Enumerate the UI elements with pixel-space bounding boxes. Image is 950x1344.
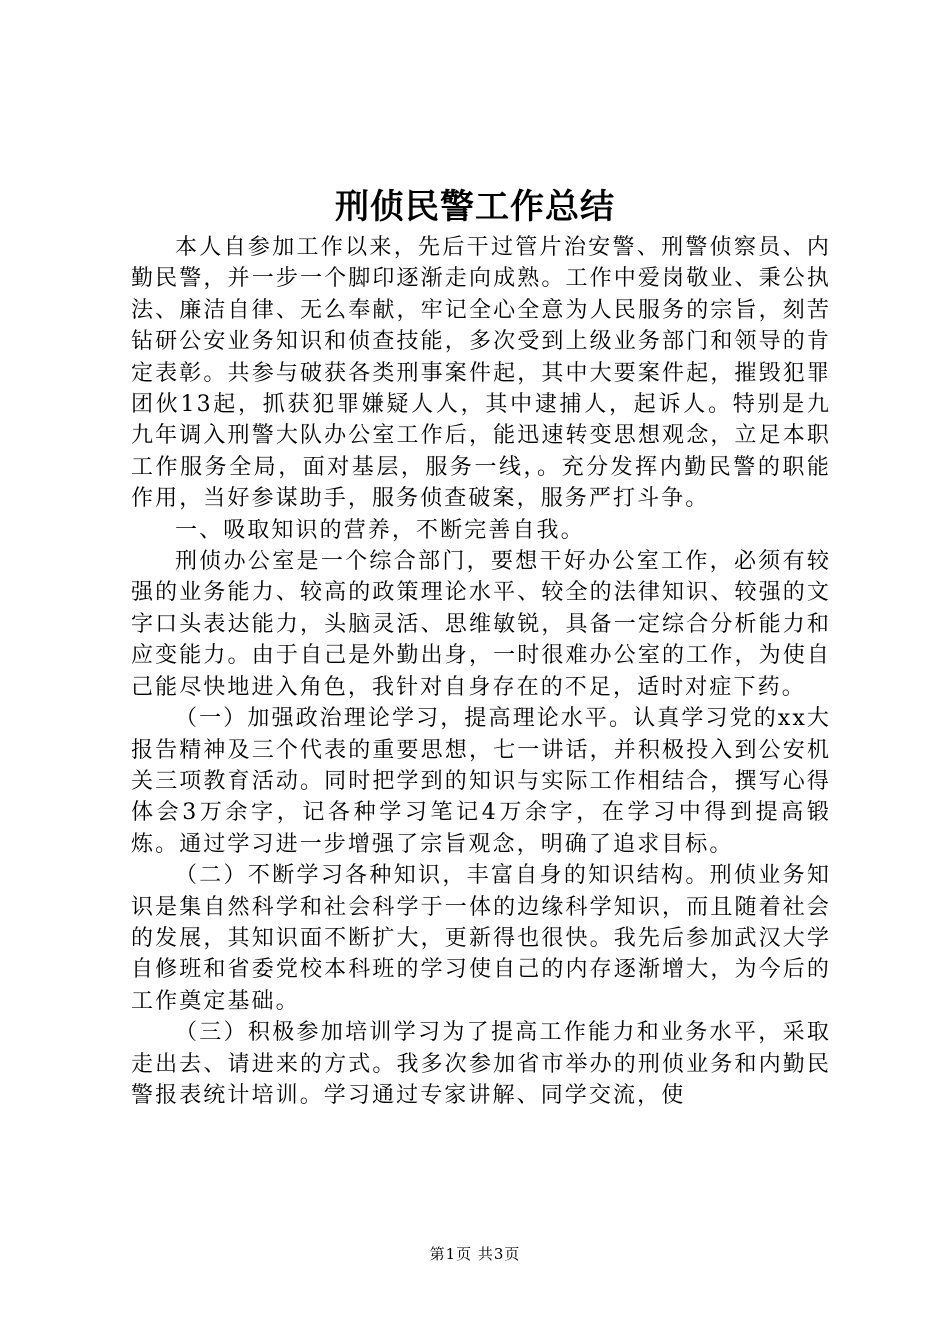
paragraph-intro: 本人自参加工作以来，先后干过管片治安警、刑警侦察员、内勤民警，并一步一个脚印逐渐走向成熟。工作中爱岗敬业、秉公执法、廉洁自律、无么奉献，牢记全心全意为人民服务的宗旨，刻苦钻研公安业务知识和侦查技能，多次受到上级业务部门和领导的肯定表彰。共参与破获各类刑事案件起，其中大要案件起，摧毁犯罪团伙13起，抓获犯罪嫌疑人人，其中逮捕人，起诉人。特别是九九年调入刑警大队办公室工作后，能迅速转变思想观念，立足本职工作服务全局，面对基层，服务一线，。充分发挥内勤民警的职能作用，当好参谋助手，服务侦查破案，服务严打斗争。 (131, 235, 831, 512)
document-title: 刑侦民警工作总结 (335, 187, 615, 227)
paragraph-office: 刑侦办公室是一个综合部门，要想干好办公室工作，必须有较强的业务能力、较高的政策理论水平、较全的法律知识、较强的文字口头表达能力，头脑灵活、思维敏锐，具备一定综合分析能力和应变能力。由于自己是外勤出身，一时很难办公室的工作，为使自己能尽快地进入角色，我针对自身存在的不足，适时对症下药。 (131, 549, 831, 700)
section-heading-1: 一、吸取知识的营养，不断完善自我。 (175, 517, 585, 543)
paragraph-item-3: （三）积极参加培训学习为了提高工作能力和业务水平，采取走出去、请进来的方式。我多次参加省市举办的刑侦业务和内勤民警报表统计培训。学习通过专家讲解、同学交流，使 (131, 1020, 831, 1108)
page-footer: 第1页 共3页 (429, 1245, 521, 1263)
paragraph-item-1: （一）加强政治理论学习，提高理论水平。认真学习党的xx大报告精神及三个代表的重要思想，七一讲话，并积极投入到公安机关三项教育活动。同时把学到的知识与实际工作相结合，撰写心得体会3万余字，记各种学习笔记4万余字，在学习中得到提高锻炼。通过学习进一步增强了宗旨观念，明确了追求目标。 (131, 706, 831, 857)
document-body (131, 232, 831, 1111)
paragraph-item-2: （二）不断学习各种知识，丰富自身的知识结构。刑侦业务知识是集自然科学和社会科学于一体的边缘科学知识，而且随着社会的发展，其知识面不断扩大，更新得也很快。我先后参加武汉大学自修班和省委党校本科班的学习使自己的内存逐渐增大，为今后的工作奠定基础。 (131, 863, 831, 1014)
